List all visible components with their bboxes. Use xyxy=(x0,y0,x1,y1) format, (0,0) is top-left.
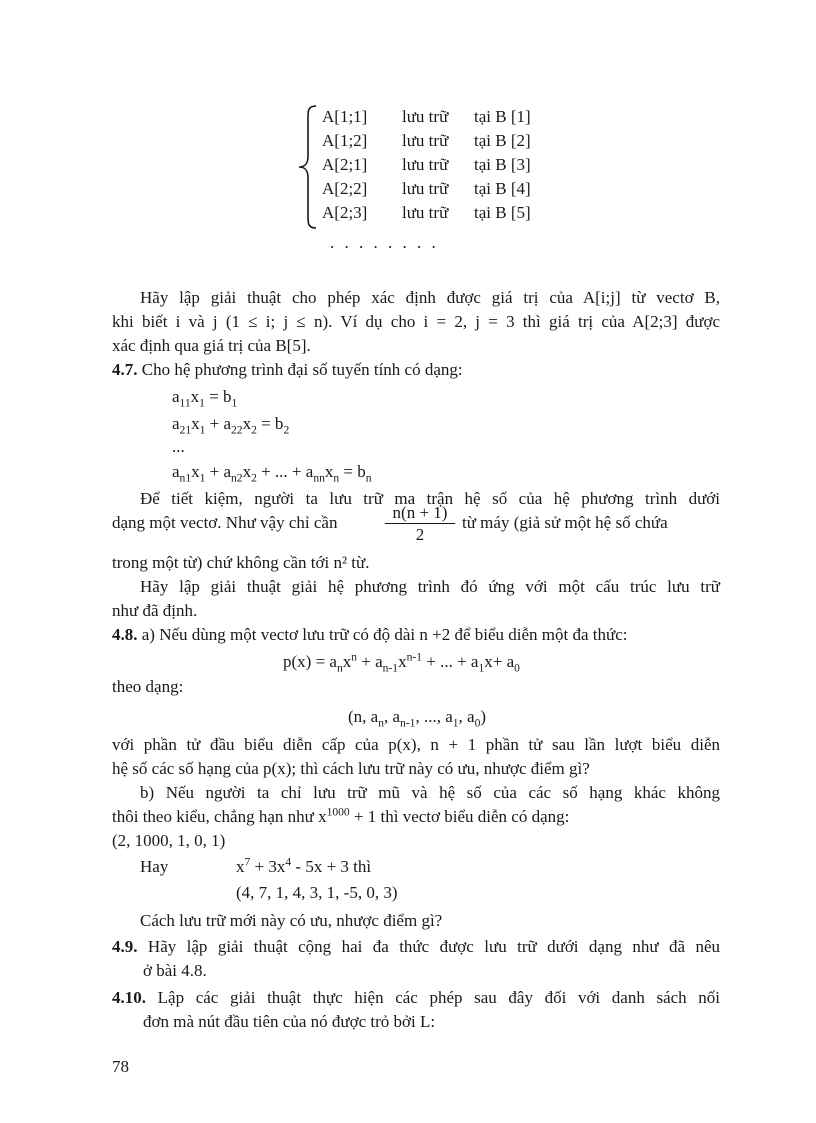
text-fragment: thì xyxy=(348,857,372,876)
mapping-verb: lưu trữ xyxy=(402,179,449,198)
paragraph-line: với phần tử đầu biểu diễn cấp của p(x), n + 1 phần tử sau lần lượt biểu diễn xyxy=(112,735,720,754)
mapping-verb: lưu trữ xyxy=(402,107,449,126)
equation-2: $a_{21}x_1 + a_{22}x_2 = b_2$ xyxy=(172,414,290,437)
mapping-verb: lưu trữ xyxy=(402,131,449,150)
left-brace xyxy=(296,104,320,230)
mapping-row xyxy=(322,178,582,202)
array-element: A[1;1] xyxy=(322,107,368,126)
paragraph-line: đơn mà nút đầu tiên của nó được trỏ bởi L: xyxy=(143,1012,436,1031)
vector-position: tại B [5] xyxy=(474,203,531,222)
vector-position: tại B [3] xyxy=(474,155,531,174)
array-element: A[2;1] xyxy=(322,155,368,174)
vector-form: (n, $a_n$, $a_{n-1}$, ..., $a_1$, $a_0$) xyxy=(348,707,487,730)
mapping-row xyxy=(322,154,582,178)
fraction-denominator: 2 xyxy=(415,525,425,545)
paragraph-line: Để tiết kiệm, người ta lưu trữ ma trận hệ số của hệ phương trình dưới xyxy=(140,489,720,508)
exercise-number: 4.10. xyxy=(112,988,146,1007)
exercise-number: 4.7. xyxy=(112,360,138,379)
equation-n: $a_{n1}x_1 + a_{n2}x_2$ + ... + $a_{nn}x_n = b_n$ xyxy=(172,462,372,485)
polynomial-example: $x^7 + 3x^4 - 5x + 3$ thì xyxy=(236,855,372,876)
array-element: A[2;3] xyxy=(322,203,368,222)
fraction-numerator: n(n + 1) xyxy=(385,502,455,524)
paragraph-line: Cách lưu trữ mới này có ưu, nhược điểm gì? xyxy=(140,911,443,930)
polynomial-formula: $p(x) = a_nx^n + a_{n-1}x^{n-1}$ + ... + $a_1x+ a_0$ xyxy=(283,650,520,675)
exercise-intro: a) Nếu dùng một vectơ lưu trữ có độ dài n +2 để biểu diễn một đa thức: xyxy=(141,625,628,644)
exercise-text: Hãy lập giải thuật cộng hai đa thức được lưu trữ dưới dạng như đã nêu xyxy=(147,937,721,956)
array-element: A[2;2] xyxy=(322,179,368,198)
paragraph-line: khi biết i và j (1 ≤ i; j ≤ n). Ví dụ cho i = 2, j = 3 thì giá trị của A[2;3] được xyxy=(112,312,720,331)
mapping-row xyxy=(322,106,582,130)
vector-position: tại B [4] xyxy=(474,179,531,198)
array-element: A[1;2] xyxy=(322,131,368,150)
mapping-row xyxy=(322,130,582,154)
ellipsis-row: . . . . . . . . xyxy=(330,233,439,252)
paragraph-line: như đã định. xyxy=(112,601,198,620)
paragraph-line: hệ số các số hạng của p(x); thì cách lưu trữ này có ưu, nhược điểm gì? xyxy=(112,759,590,778)
paragraph-line xyxy=(112,806,720,827)
exercise-4-10 xyxy=(112,987,720,1008)
page-number: 78 xyxy=(112,1057,129,1076)
hay-label: Hay xyxy=(140,857,169,876)
paragraph-line: Hãy lập giải thuật cho phép xác định được giá trị của A[i;j] từ vectơ B, xyxy=(140,288,720,307)
exercise-number: 4.8. xyxy=(112,625,138,644)
paragraph-line: (2, 1000, 1, 0, 1) xyxy=(112,831,226,850)
exercise-intro: Cho hệ phương trình đại số tuyến tính có dạng: xyxy=(141,360,463,379)
exercise-number: 4.9. xyxy=(112,937,138,956)
paragraph-line: xác định qua giá trị của B[5]. xyxy=(112,336,311,355)
exercise-4-8-heading xyxy=(112,624,628,645)
vector-position: tại B [1] xyxy=(474,107,531,126)
paragraph-line: theo dạng: xyxy=(112,677,184,696)
text-fragment: + 1 thì vectơ biểu diễn có dạng: xyxy=(349,807,570,826)
paragraph-line: dạng một vectơ. Như vậy chỉ cần xyxy=(112,513,338,532)
mapping-verb: lưu trữ xyxy=(402,155,449,174)
paragraph-line: trong một từ) chứ không cần tới n² từ. xyxy=(112,553,370,572)
paragraph-line: ở bài 4.8. xyxy=(143,961,207,980)
exponent: 1000 xyxy=(326,805,350,819)
fraction-n-n-plus-1-over-2 xyxy=(385,502,455,546)
text-fragment: thôi theo kiểu, chẳng hạn như x xyxy=(112,807,327,826)
paragraph-line: từ máy (giả sử một hệ số chứa xyxy=(462,513,668,532)
paragraph-line: Hãy lập giải thuật giải hệ phương trình đó ứng với một cấu trúc lưu trữ xyxy=(140,577,720,596)
exercise-4-9 xyxy=(112,936,720,957)
mapping-verb: lưu trữ xyxy=(402,203,449,222)
exercise-4-7-heading xyxy=(112,359,463,380)
vector-position: tại B [2] xyxy=(474,131,531,150)
vector-example: (4, 7, 1, 4, 3, 1, -5, 0, 3) xyxy=(236,883,398,902)
exercise-text: Lập các giải thuật thực hiện các phép sau đây đối với danh sách nối xyxy=(157,988,721,1007)
equation-ellipsis: ... xyxy=(172,437,185,456)
paragraph-line: b) Nếu người ta chỉ lưu trữ mũ và hệ số của các số hạng khác không xyxy=(140,783,720,802)
equation-1: $a_{11}x_1 = b_1$ xyxy=(172,387,238,410)
mapping-row xyxy=(322,202,582,226)
